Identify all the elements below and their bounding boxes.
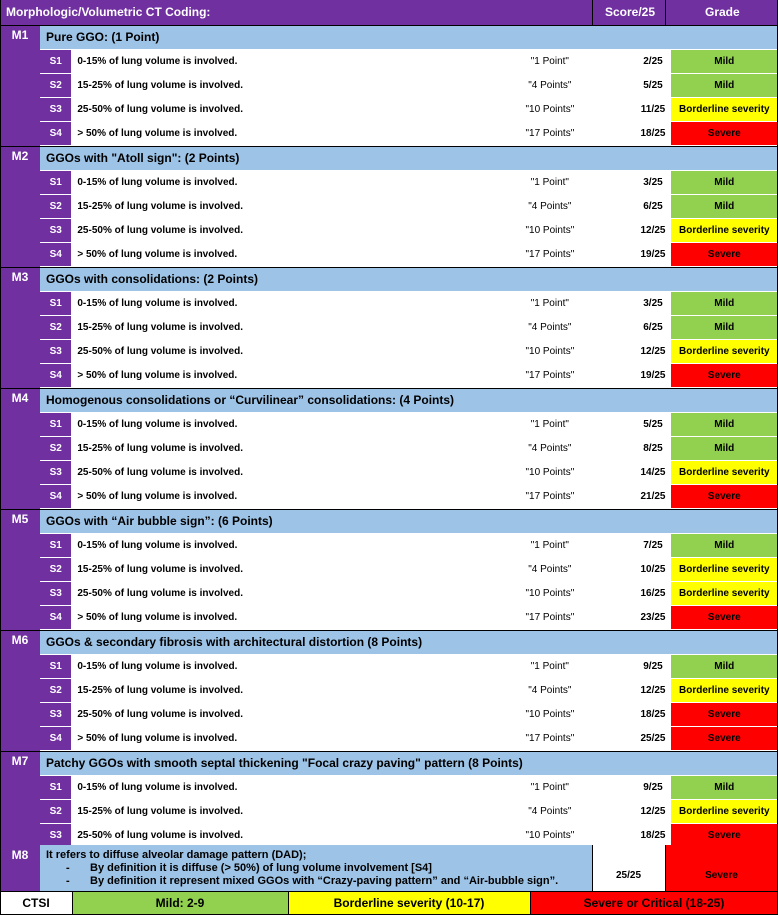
m8-bullet-1: - By definition it is diffuse (> 50%) of lung volume involvement [S4] [66,862,432,874]
row-points: "10 Points" [464,219,635,242]
row-grade: Severe [671,243,778,266]
table-row [40,50,778,74]
divider [288,891,289,915]
table-row [40,292,778,316]
group-band [0,25,40,146]
row-grade: Borderline severity [671,219,778,242]
row-score: 6/25 [635,316,670,339]
row-grade: Mild [671,171,778,194]
row-grade: Mild [671,292,778,315]
row-score: 23/25 [635,606,670,629]
group-title: Patchy GGOs with smooth septal thickening "Focal crazy paving" pattern (8 Points) [40,751,778,776]
table-row [40,195,778,219]
severity-code: S3 [40,461,71,484]
row-grade: Severe [671,485,778,508]
table-row [40,679,778,703]
row-points: "17 Points" [464,364,635,387]
table-row [40,243,778,267]
severity-code: S1 [40,413,71,436]
row-score: 7/25 [635,534,670,557]
row-points: "10 Points" [464,340,635,363]
row-description: > 50% of lung volume is involved. [71,243,464,266]
row-grade: Severe [671,122,778,145]
row-description: 0-15% of lung volume is involved. [71,50,464,73]
divider [0,0,1,915]
table-row [40,74,778,98]
row-points: "1 Point" [464,292,635,315]
row-points: "4 Points" [464,800,635,823]
row-description: 25-50% of lung volume is involved. [71,461,464,484]
table-row [40,534,778,558]
row-score: 3/25 [635,292,670,315]
row-score: 19/25 [635,364,670,387]
divider [0,25,778,26]
row-points: "1 Point" [464,413,635,436]
group-title: GGOs with “Air bubble sign”: (6 Points) [40,509,778,534]
header-title: Morphologic/Volumetric CT Coding: [6,5,211,19]
header-grade: Grade [705,5,740,19]
severity-code: S3 [40,582,71,605]
group-title: Pure GGO: (1 Point) [40,25,778,50]
group-label: M2 [11,149,29,163]
severity-code: S1 [40,292,71,315]
row-score: 2/25 [635,50,670,73]
row-description: 15-25% of lung volume is involved. [71,316,464,339]
m8-band [0,845,40,891]
severity-code: S4 [40,243,71,266]
table-row [40,703,778,727]
severity-code: S2 [40,800,71,823]
row-score: 18/25 [635,824,670,847]
row-description: 15-25% of lung volume is involved. [71,195,464,218]
row-points: "10 Points" [464,824,635,847]
row-points: "1 Point" [464,50,635,73]
group-band [0,509,40,630]
row-points: "10 Points" [464,703,635,726]
severity-code: S1 [40,776,71,799]
divider [0,146,778,147]
divider [0,630,778,631]
table-header [0,0,778,25]
group-title: GGOs with "Atoll sign": (2 Points) [40,146,778,171]
row-description: > 50% of lung volume is involved. [71,122,464,145]
divider [0,891,778,892]
group-band [0,630,40,751]
row-score: 25/25 [635,727,670,750]
divider [0,509,778,510]
row-description: 0-15% of lung volume is involved. [71,171,464,194]
row-score: 21/25 [635,485,670,508]
bullet-dash: - [66,862,70,874]
row-score: 18/25 [635,122,670,145]
divider [665,845,666,891]
group-band [0,267,40,388]
row-points: "17 Points" [464,485,635,508]
severity-code: S2 [40,74,71,97]
table-row [40,776,778,800]
divider [0,751,778,752]
row-score: 12/25 [635,800,670,823]
table-row [40,413,778,437]
row-grade: Severe [671,606,778,629]
row-grade: Mild [671,316,778,339]
row-points: "1 Point" [464,655,635,678]
row-points: "4 Points" [464,679,635,702]
table-row [40,582,778,606]
table-row [40,727,778,751]
row-points: "4 Points" [464,437,635,460]
row-grade: Severe [671,727,778,750]
table-row [40,558,778,582]
row-grade: Mild [671,776,778,799]
row-points: "10 Points" [464,98,635,121]
row-grade: Mild [671,413,778,436]
row-grade: Severe [671,703,778,726]
severity-code: S3 [40,219,71,242]
table-row [40,122,778,146]
row-points: "17 Points" [464,606,635,629]
row-points: "17 Points" [464,727,635,750]
severity-code: S1 [40,171,71,194]
group-title: GGOs & secondary fibrosis with architectural distortion (8 Points) [40,630,778,655]
row-description: 25-50% of lung volume is involved. [71,824,464,847]
group-label: M1 [11,28,29,42]
row-score: 11/25 [635,98,670,121]
m8-grade: Severe [665,845,778,891]
table-row [40,316,778,340]
row-points: "1 Point" [464,171,635,194]
severity-code: S2 [40,195,71,218]
severity-code: S3 [40,340,71,363]
row-points: "4 Points" [464,195,635,218]
severity-code: S1 [40,534,71,557]
severity-code: S4 [40,485,71,508]
m8-label: M8 [11,848,29,862]
group-label: M3 [11,270,29,284]
table-row [40,437,778,461]
row-description: > 50% of lung volume is involved. [71,364,464,387]
group-label: M4 [11,391,29,405]
row-grade: Borderline severity [671,340,778,363]
row-grade: Borderline severity [671,679,778,702]
divider [665,0,666,25]
row-score: 3/25 [635,171,670,194]
row-grade: Mild [671,437,778,460]
row-score: 9/25 [635,776,670,799]
table-row [40,655,778,679]
row-points: "1 Point" [464,776,635,799]
row-score: 19/25 [635,243,670,266]
row-description: > 50% of lung volume is involved. [71,606,464,629]
m8-score: 25/25 [592,845,665,891]
row-grade: Borderline severity [671,800,778,823]
row-score: 14/25 [635,461,670,484]
group-label: M6 [11,633,29,647]
row-description: 0-15% of lung volume is involved. [71,413,464,436]
row-points: "1 Point" [464,534,635,557]
row-score: 6/25 [635,195,670,218]
row-score: 12/25 [635,219,670,242]
severity-code: S2 [40,679,71,702]
m8-line1: It refers to diffuse alveolar damage pattern (DAD); [46,849,307,861]
divider [592,0,593,25]
divider [0,267,778,268]
row-description: > 50% of lung volume is involved. [71,727,464,750]
group-label: M5 [11,512,29,526]
severity-code: S4 [40,606,71,629]
severity-code: S2 [40,437,71,460]
divider [530,891,531,915]
group-band [0,146,40,267]
row-points: "4 Points" [464,74,635,97]
row-points: "10 Points" [464,582,635,605]
group-label: M7 [11,754,29,768]
bullet-dash: - [66,875,70,887]
row-description: 15-25% of lung volume is involved. [71,679,464,702]
row-points: "4 Points" [464,558,635,581]
row-score: 18/25 [635,703,670,726]
row-description: 15-25% of lung volume is involved. [71,800,464,823]
m8-description [40,845,592,891]
severity-code: S3 [40,824,71,847]
table-row [40,98,778,122]
table-row [40,800,778,824]
row-grade: Borderline severity [671,582,778,605]
row-description: > 50% of lung volume is involved. [71,485,464,508]
row-points: "4 Points" [464,316,635,339]
row-score: 8/25 [635,437,670,460]
row-score: 9/25 [635,655,670,678]
row-grade: Mild [671,74,778,97]
row-grade: Severe [671,824,778,847]
row-score: 16/25 [635,582,670,605]
footer-mild: Mild: 2-9 [72,891,288,915]
footer-borderline: Borderline severity (10-17) [288,891,530,915]
row-description: 15-25% of lung volume is involved. [71,74,464,97]
row-description: 25-50% of lung volume is involved. [71,340,464,363]
group-band [0,751,40,848]
m8-bullet-2: - By definition it represent mixed GGOs with “Crazy-paving pattern” and “Air-bubble sign”. [66,875,559,887]
row-grade: Mild [671,655,778,678]
severity-code: S2 [40,316,71,339]
row-description: 25-50% of lung volume is involved. [71,98,464,121]
row-description: 25-50% of lung volume is involved. [71,703,464,726]
severity-code: S4 [40,364,71,387]
row-score: 10/25 [635,558,670,581]
row-points: "10 Points" [464,461,635,484]
row-description: 15-25% of lung volume is involved. [71,437,464,460]
table-row [40,606,778,630]
footer-severe: Severe or Critical (18-25) [530,891,778,915]
row-grade: Mild [671,195,778,218]
row-description: 0-15% of lung volume is involved. [71,292,464,315]
table-row [40,485,778,509]
row-score: 12/25 [635,679,670,702]
table-row [40,219,778,243]
divider [592,845,593,891]
row-grade: Borderline severity [671,98,778,121]
group-title: GGOs with consolidations: (2 Points) [40,267,778,292]
divider [72,891,73,915]
row-grade: Mild [671,534,778,557]
severity-code: S2 [40,558,71,581]
row-grade: Borderline severity [671,461,778,484]
row-score: 12/25 [635,340,670,363]
group-title: Homogenous consolidations or “Curvilinear” consolidations: (4 Points) [40,388,778,413]
row-description: 0-15% of lung volume is involved. [71,534,464,557]
row-description: 25-50% of lung volume is involved. [71,219,464,242]
severity-code: S3 [40,703,71,726]
row-grade: Severe [671,364,778,387]
group-band [0,388,40,509]
divider [0,388,778,389]
row-description: 0-15% of lung volume is involved. [71,776,464,799]
footer-ctsi: CTSI [0,891,72,915]
table-row [40,171,778,195]
table-row [40,461,778,485]
severity-code: S1 [40,655,71,678]
severity-code: S4 [40,727,71,750]
severity-code: S3 [40,98,71,121]
header-score: Score/25 [605,5,656,19]
row-points: "17 Points" [464,243,635,266]
row-score: 5/25 [635,74,670,97]
severity-code: S1 [40,50,71,73]
row-description: 15-25% of lung volume is involved. [71,558,464,581]
severity-code: S4 [40,122,71,145]
row-points: "17 Points" [464,122,635,145]
table-row [40,364,778,388]
row-grade: Mild [671,50,778,73]
row-grade: Borderline severity [671,558,778,581]
table-row [40,340,778,364]
row-description: 0-15% of lung volume is involved. [71,655,464,678]
row-score: 5/25 [635,413,670,436]
row-description: 25-50% of lung volume is involved. [71,582,464,605]
